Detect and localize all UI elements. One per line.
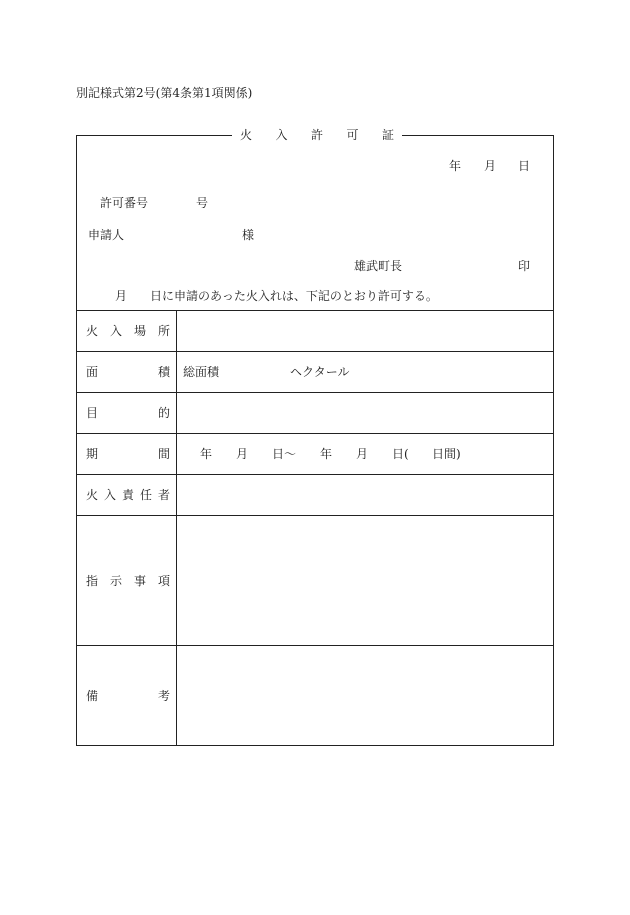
issue-day: 日: [518, 159, 531, 173]
applicant-honorific: 様: [242, 228, 255, 242]
permit-form-frame: [76, 135, 554, 746]
column-divider: [176, 310, 177, 746]
row-divider: [76, 645, 554, 646]
row-divider: [76, 392, 554, 393]
title-char: 入: [275, 128, 288, 142]
title-char: 可: [346, 128, 359, 142]
row-label-purpose: 目 的: [86, 406, 170, 420]
issuer-name: 雄武町長: [354, 259, 403, 273]
row-divider: [76, 474, 554, 475]
form-title: [232, 127, 402, 143]
applicant-label: 申請人: [88, 228, 125, 242]
period-days: 日間): [432, 447, 461, 461]
issuer-seal: 印: [518, 259, 531, 273]
form-reference: 別記様式第2号(第4条第1項関係): [76, 86, 253, 100]
period-start-year: 年: [200, 447, 213, 461]
area-unit: ヘクタール: [290, 365, 350, 379]
issue-month: 月: [484, 159, 497, 173]
title-char: 許: [310, 128, 323, 142]
row-divider: [76, 433, 554, 434]
row-label-remarks: 備 考: [86, 689, 170, 703]
row-divider: [76, 351, 554, 352]
statement-text: 日に申請のあった火入れは、下記のとおり許可する。: [150, 289, 438, 303]
row-divider: [76, 515, 554, 516]
period-end-year: 年: [320, 447, 333, 461]
period-end-month: 月: [356, 447, 369, 461]
permit-number-suffix: 号: [196, 196, 209, 210]
row-label-place: 火 入 場 所: [86, 324, 170, 338]
period-start-month: 月: [236, 447, 249, 461]
row-label-period: 期 間: [86, 447, 170, 461]
title-char: 証: [381, 128, 394, 142]
permit-number-label: 許可番号: [100, 196, 149, 210]
row-label-area: 面 積: [86, 365, 170, 379]
period-end-day: 日(: [392, 447, 409, 461]
statement-month: 月: [115, 289, 128, 303]
area-total-label: 総面積: [183, 365, 220, 379]
issue-year: 年: [449, 159, 462, 173]
row-label-responsible: 火 入 責 任 者: [86, 488, 170, 502]
row-divider: [76, 310, 554, 311]
row-label-instructions: 指 示 事 項: [86, 574, 170, 588]
period-start-day: 日〜: [272, 447, 297, 461]
title-char: 火: [240, 128, 253, 142]
